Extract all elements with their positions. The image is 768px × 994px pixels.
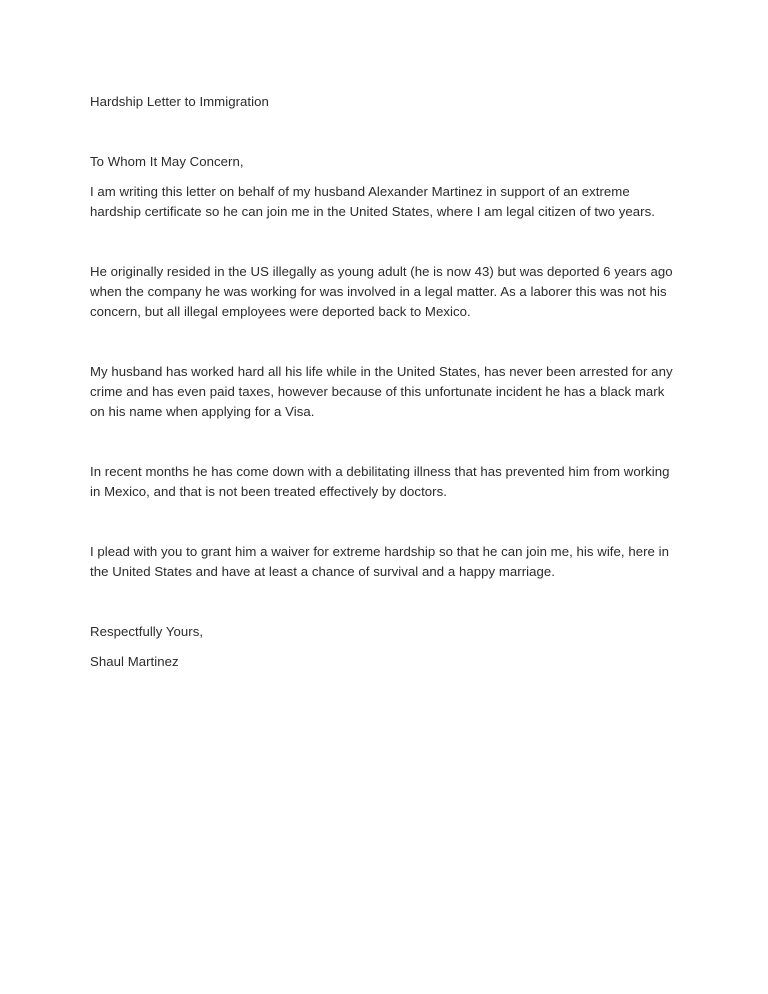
letter-body (90, 92, 682, 672)
page-title: Hardship Letter to Immigration (90, 94, 269, 109)
letter-signature: Shaul Martinez (90, 654, 179, 669)
letter-salutation: To Whom It May Concern, (90, 154, 244, 169)
letter-closing: Respectfully Yours, (90, 624, 204, 639)
letter-paragraph-2: He originally resided in the US illegally as young adult (he is now 43) but was deported 6 years ago when the company he was working for was involved in a legal matter. As a laborer this was not his concern, but all illegal employees were deported back to Mexico. (90, 264, 673, 319)
letter-paragraph-4: In recent months he has come down with a debilitating illness that has prevented him from working in Mexico, and that is not been treated effectively by doctors. (90, 464, 670, 499)
letter-paragraph-1: I am writing this letter on behalf of my husband Alexander Martinez in support of an extreme hardship certificate so he can join me in the United States, where I am legal citizen of two years. (90, 184, 655, 219)
letter-paragraph-3: My husband has worked hard all his life while in the United States, has never been arrested for any crime and has even paid taxes, however because of this unfortunate incident he has a black mark on his name when applying for a Visa. (90, 364, 673, 419)
letter-paragraph-5: I plead with you to grant him a waiver for extreme hardship so that he can join me, his wife, here in the United States and have at least a chance of survival and a happy marriage. (90, 544, 669, 579)
